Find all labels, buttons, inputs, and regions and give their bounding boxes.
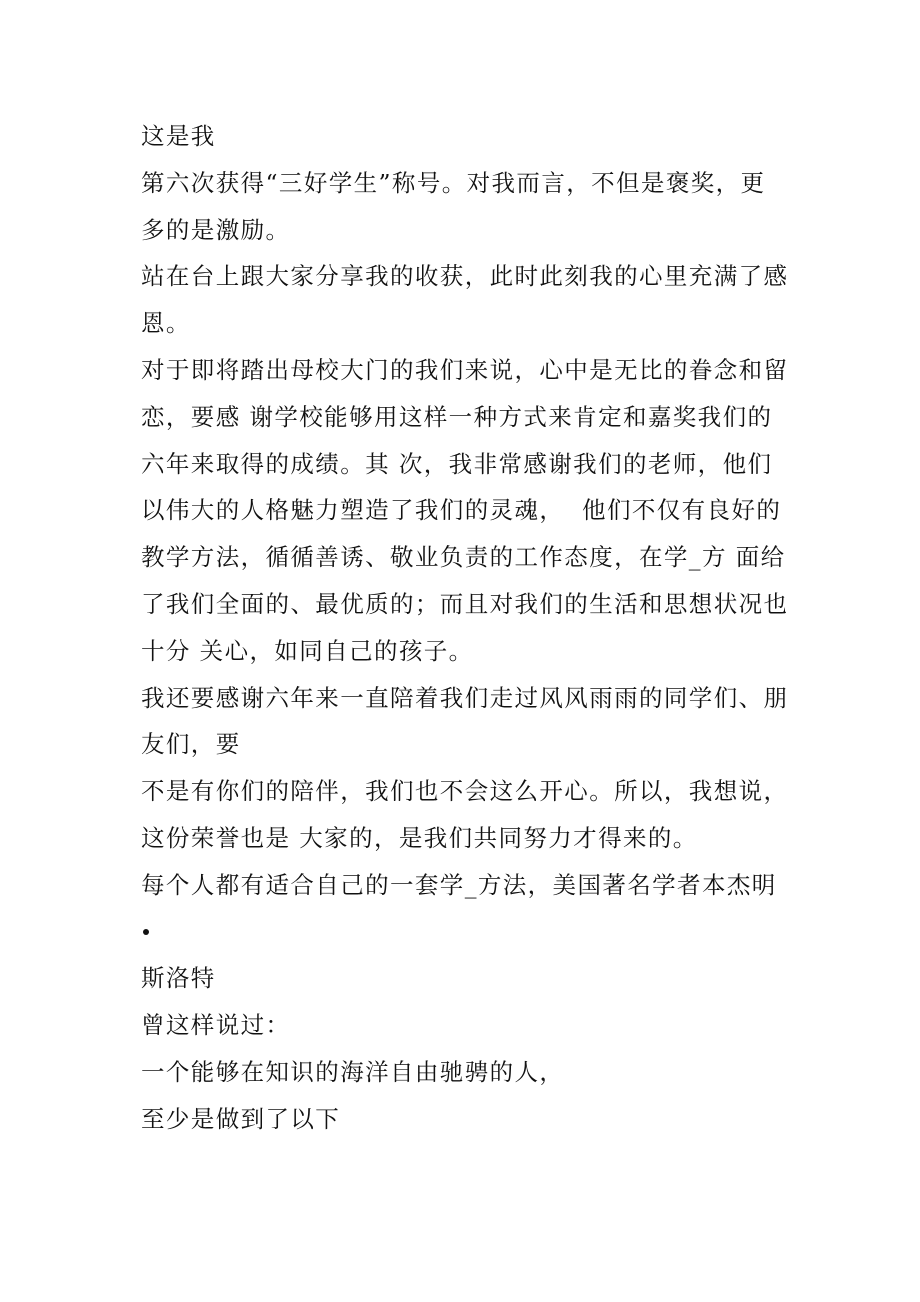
text-line: 斯洛特 [141,964,216,993]
text-line: 曾这样说过： [141,1011,291,1040]
text-line: 以伟大的人格魅力塑造了我们的灵魂， 他们不仅有良好的 [141,496,782,525]
text-line: 我还要感谢六年来一直陪着我们走过风风雨雨的同学们、朋 [141,683,789,712]
text-line: 每个人都有适合自己的一套学_方法，美国著名学者本杰明 [141,870,777,899]
document-body [141,113,801,1143]
text-line: 站在台上跟大家分享我的收获，此时此刻我的心里充满了感 [141,262,789,291]
text-line: 至少是做到了以下 [141,1104,341,1133]
text-line: 十分 关心，如同自己的孩子。 [141,636,474,665]
bullet-line [141,909,801,956]
text-line: 这是我 [141,122,216,150]
text-line: 友们，要 [141,730,241,759]
text-line: 这份荣誉也是 大家的，是我们共同努力才得来的。 [141,823,698,852]
text-line: 六年来取得的成绩。其 次，我非常感谢我们的老师，他们 [141,449,773,478]
text-line: 教学方法，循循善诱、敬业负责的工作态度，在学_方 面给 [141,543,786,572]
text-line: 对于即将踏出母校大门的我们来说，心中是无比的眷念和留 [141,355,789,384]
bullet-dot-icon [143,929,149,935]
text-line: 一个能够在知识的海洋自由驰骋的人， [141,1057,565,1086]
text-line: 恩。 [141,309,191,338]
text-line: 了我们全面的、最优质的；而且对我们的生活和思想状况也 [141,589,789,618]
text-line: 恋，要感 谢学校能够用这样一种方式来肯定和嘉奖我们的 [141,402,773,431]
text-line: 第六次获得“三好学生”称号。对我而言，不但是褒奖，更 [141,168,766,197]
text-line: 不是有你们的陪伴，我们也不会这么开心。所以，我想说， [141,777,789,806]
text-line: 多的是激励。 [141,215,291,244]
